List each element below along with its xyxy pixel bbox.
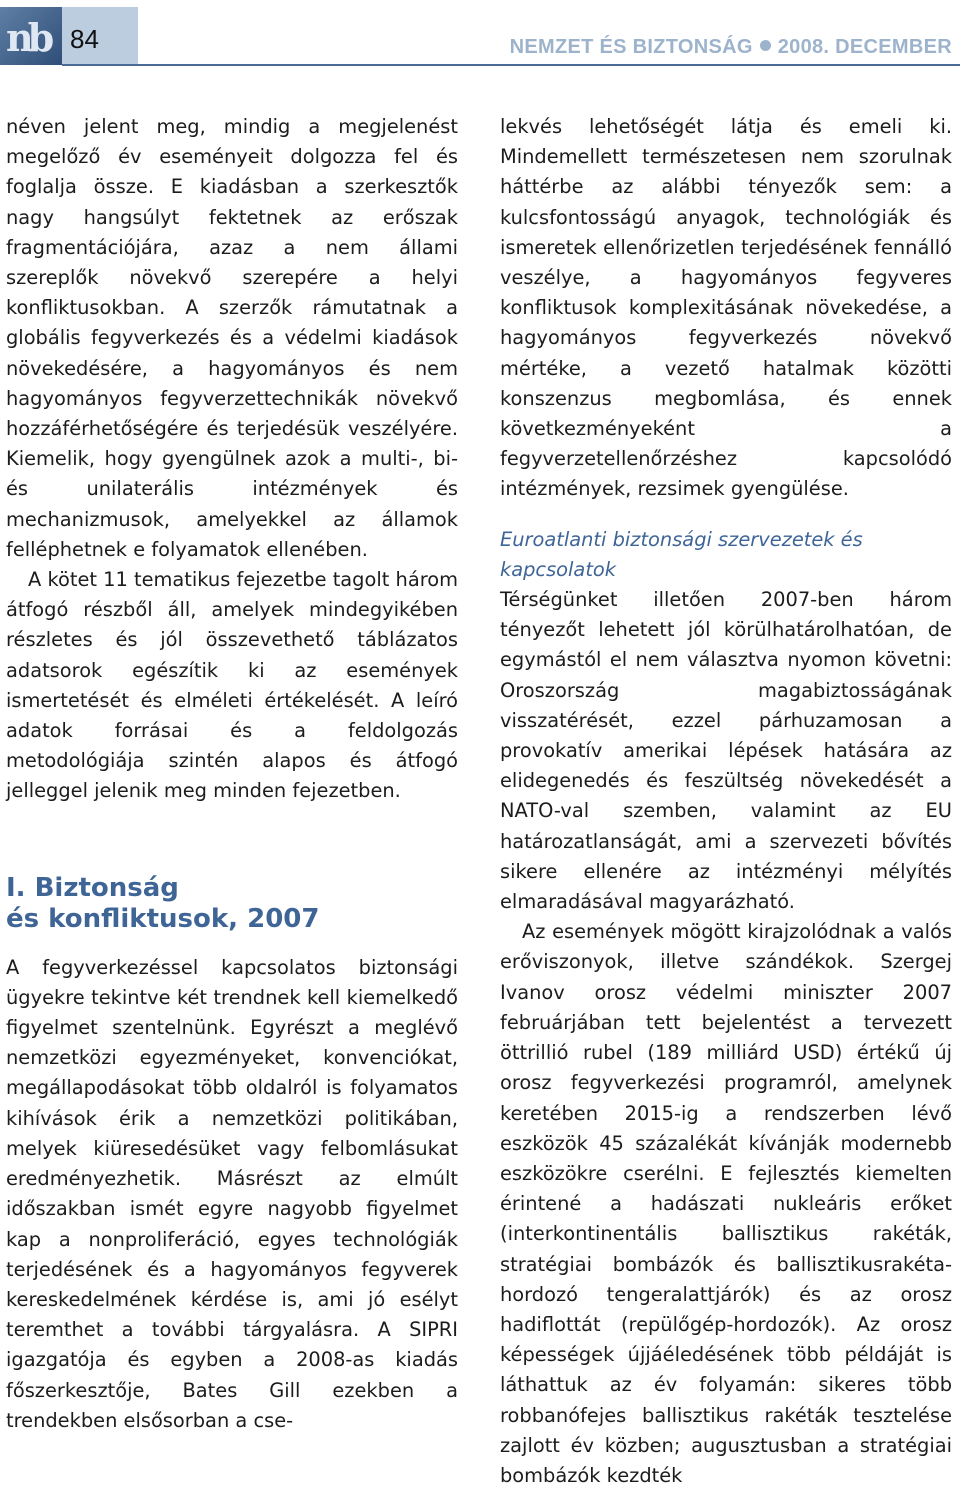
right-paragraph-1: lekvés lehetőségét látja és emeli ki. Mindemellett természetesen nem szorulnak háttérbe az alábbi tényezők sem: a kulcsfontosságú anyagok, technológiák és ismeretek ellenőrizetlen terjedésének fennálló veszélye, a hagyományos fegyveres konfliktusok komplexitásának növekedése, a hagyományos fegyverkezés növekvő mértéke, a vezető hatalmak közötti konszenzus megbomlása, és ennek következményeként a fegyverzetellenőrzéshez kapcsolódó intézmények, rezsimek gyengülése. <box>500 115 952 501</box>
logo-mark: nb <box>6 15 49 60</box>
page-header <box>0 0 960 70</box>
right-paragraph-2: Térségünket illetően 2007-ben három tényezőt lehetett jól körülhatárolhatóan, de egymástól el nem választva nyomon követni: Oroszország magabiztosságának visszatérését, ezzel párhuzamosan a provokatív amerikai lépések hatására az elidegenedés és feszültség növekedését a NATO-val szemben, valamint az EU határozatlanságát, ami a szervezeti bővítés sikere ellenére az intézményi mélyítés elmaradásával magyarázható. <box>500 588 952 914</box>
journal-logo <box>0 7 62 65</box>
section-heading-line-2: és konfliktusok, 2007 <box>6 903 320 934</box>
left-paragraph-2: A kötet 11 tematikus fejezetbe tagolt három átfogó részből áll, amelyek mindegyikében részletes és jól összevethető táblázatos adatsorok egészítik ki az események ismertetését és elméleti értékelését. A leíró adatok forrásai és a feldolgozás metodológiája szintén alapos és átfogó jelleggel jelenik meg minden fejezetben. <box>6 568 458 803</box>
bullet-dot <box>760 40 771 51</box>
journal-title: NEMZET ÉS BIZTONSÁG <box>509 36 753 58</box>
running-header <box>510 36 952 59</box>
left-paragraph-3: A fegyverkezéssel kapcsolatos biztonsági ügyekre tekintve két trendnek kell kiemelkedő figyelmet szentelnünk. Egyrészt a meglévő nemzetközi egyezményeket, konvenciókat, megállapodásokat több oldalról is folyamatos kihívások érik a nemzetközi politikában, melyek kiüresedésüket vagy felbomlásukat eredményezhetik. Másrészt az elmúlt időszakban ismét egyre nagyobb figyelmet kap a nonproliferáció, egyes technológiák terjedésének és a hagyományos fegyverek kereskedelmének kérdése is, ami jó esélyt teremthet a további tárgyalásra. A SIPRI igazgatója és egyben a 2008-as kiadás főszerkesztője, Bates Gill ezekben a trendekben elsősorban a cse- <box>6 955 458 1432</box>
header-rule <box>62 64 960 66</box>
right-paragraph-3: Az események mögött kirajzolódnak a valós erőviszonyok, illetve szándékok. Szergej Ivanov orosz védelmi miniszter 2007 februárjában tett bejelentést a tervezett öttrillió rubel (189 milliárd USD) értékű új orosz fegyverkezési programról, amelynek keretében 2015-ig a rendszerben lévő eszközök 45 százalékát kívánják modernebb eszközökre cserélni. E fejlesztés kiemelten érintené a hadászati nukleáris erőket (interkontinentális ballisztikus rakéták, stratégiai bombázók és ballisztikusrakéta-hordozó tengeralattjárók) és az orosz hadiflottát (repülőgép-hordozók). Az orosz képességek újjáéledésének több példáját is láthattuk az év folyamán: sikeres több robbanófejes ballisztikus rakéták tesztelése zajlott év közben; augusztusban a stratégiai bombázók kezdték <box>500 920 952 1487</box>
left-paragraph-1: néven jelent meg, mindig a megjelenést megelőző év eseményeit dolgozza fel és foglalja össze. E kiadásban a szerkesztők nagy hangsúlyt fektetnek az erőszak fragmentációjára, azaz a nem állami szereplők növekvő szerepére a helyi konfliktusokban. A szerzők rámutatnak a globális fegyverkezés és a védelmi kiadások növekedésére, a hagyományos és nem hagyományos fegyverzettechnikák növekvő hozzáférhetőségére és terjedésük veszélyére. Kiemelik, hogy gyengülnek azok a multi-, bi- és unilaterális intézmények és mechanizmusok, amelyekkel az államok felléphetnek e folyamatok ellenében. <box>6 115 458 561</box>
section-subheading: Euroatlanti biztonsági szervezetek és kapcsolatok <box>500 527 863 581</box>
left-column <box>6 112 458 1436</box>
page-number: 84 <box>70 24 99 54</box>
issue-date: 2008. DECEMBER <box>777 36 952 58</box>
section-heading-line-1: I. Biztonság <box>6 872 179 903</box>
right-column <box>500 112 952 1491</box>
